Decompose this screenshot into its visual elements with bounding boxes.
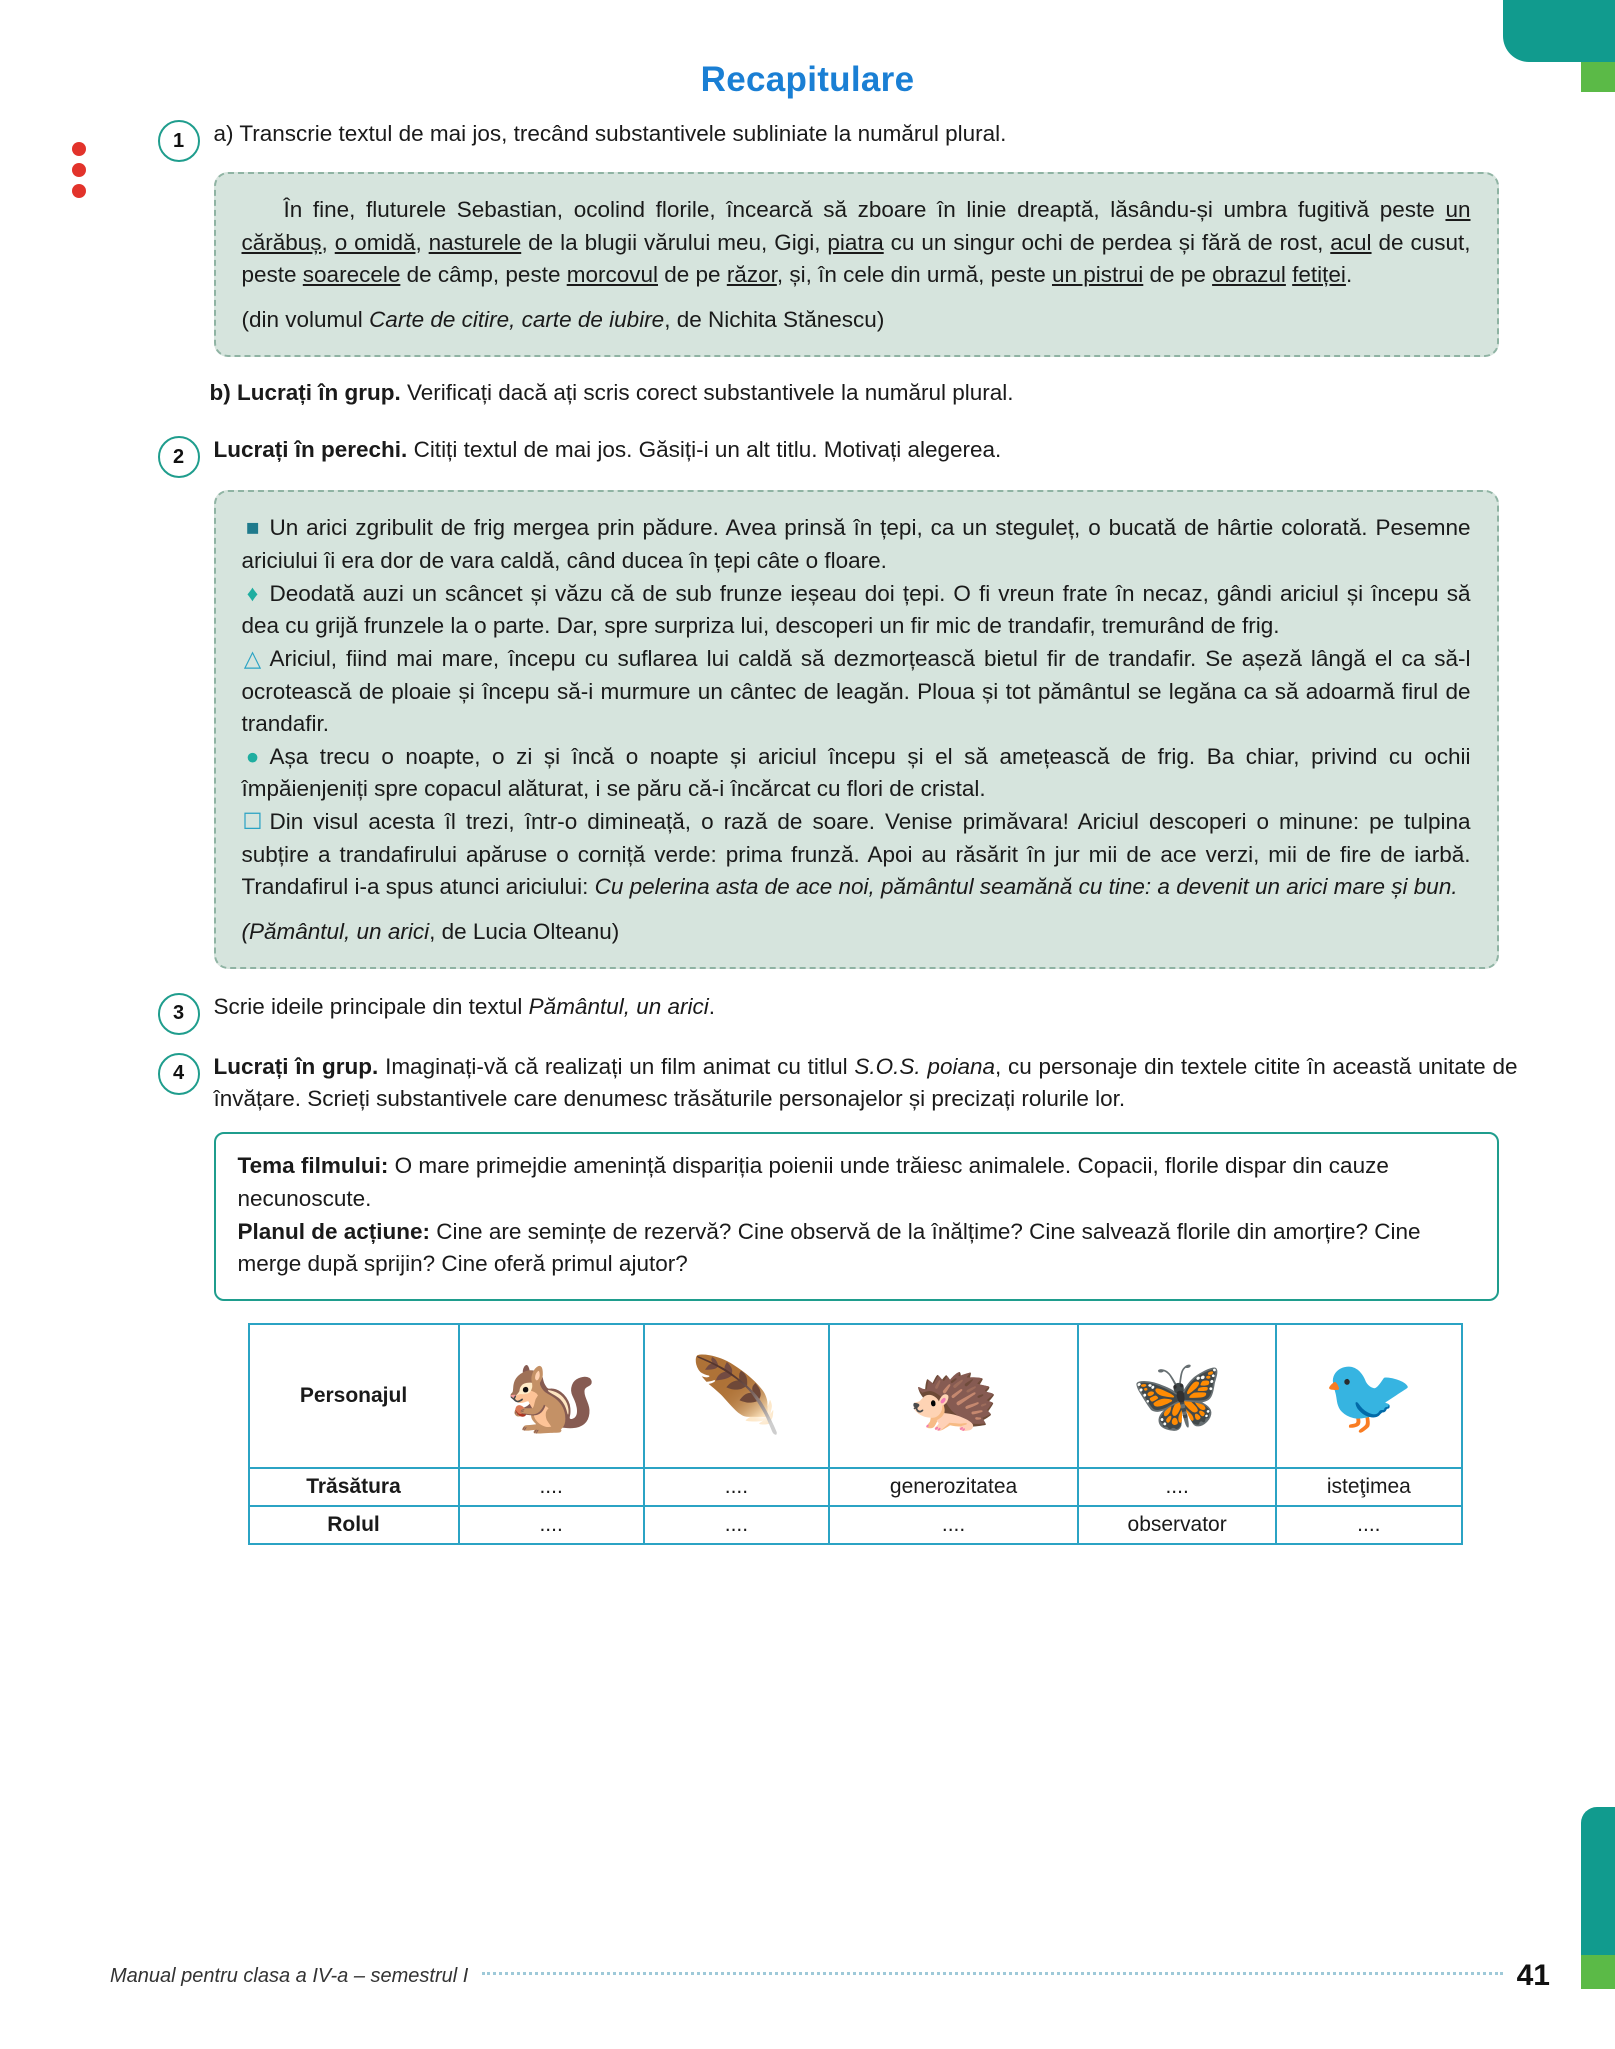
- bottom-band-green: [1581, 1955, 1615, 1989]
- exercise-number-3: 3: [158, 993, 200, 1035]
- character-cell-squirrel: [459, 1324, 644, 1468]
- circle-icon: ●: [245, 743, 260, 769]
- bottom-band-teal: [1581, 1807, 1615, 1957]
- passage-part: de pe: [658, 262, 727, 288]
- table-row: [249, 1506, 1462, 1544]
- trait-cell[interactable]: ....: [459, 1468, 644, 1506]
- passage-part: ,: [415, 229, 429, 255]
- exercise-3-title: Pământul, un arici: [528, 993, 709, 1019]
- page-number: 41: [1516, 1959, 1550, 1992]
- passage-part: de cusut, peste: [241, 229, 1471, 288]
- exercise-number-2: 2: [158, 436, 200, 478]
- underlined-noun: morcovul: [566, 262, 658, 288]
- passage-part: cu un singur ochi de perdea și fără de rost,: [883, 229, 1331, 255]
- row-header-trasatura: Trăsătura: [249, 1468, 459, 1506]
- exercise-2-label: Lucrați în perechi.: [213, 437, 408, 463]
- woodpecker-icon: 🪶: [690, 1353, 783, 1437]
- trait-cell[interactable]: ....: [644, 1468, 829, 1506]
- story-paragraph: [242, 741, 1471, 806]
- story-text: Ariciul, fiind mai mare, începu cu suflarea lui caldă să dezmorțească bietul fir de trandafir. Se așeză lângă el ca să-l ocrotească de ploaie și începu să-i murmure un cântec de leagăn. Ploua și tot pământul se legăna ca să adoarmă firul de trandafir.: [241, 645, 1471, 737]
- exercise-1-source: [242, 304, 1471, 337]
- exercise-4: [158, 1051, 1518, 1115]
- exercise-2-prompt: [214, 434, 1518, 466]
- action-plan-line: [238, 1216, 1475, 1281]
- exercise-1b: [158, 377, 1518, 409]
- action-plan-text: Cine are semințe de rezervă? Cine observă de la înălțime? Cine salvează florile din amorțire? Cine merge după sprijin? Cine oferă primul ajutor?: [237, 1218, 1421, 1277]
- role-cell[interactable]: observator: [1078, 1506, 1276, 1544]
- character-cell-woodpecker: [644, 1324, 829, 1468]
- story-quote: Cu pelerina asta de ace noi, pământul seamănă cu tine: a devenit un arici mare și bun.: [594, 874, 1458, 900]
- character-cell-butterfly: [1078, 1324, 1276, 1468]
- underlined-noun: fetiței: [1292, 262, 1346, 288]
- story-text: Deodată auzi un scâncet și văzu că de sub frunze ieșeau doi țepi. O fi vreun frate în necaz, gândi ariciul și începu să dea cu grijă frunzele la o parte. Dar, spre surpriza lui, descoperi un fir mic de trandafir, tremurând de frig.: [241, 580, 1471, 639]
- content-wrap: [98, 118, 1518, 1545]
- exercise-1b-label: b) Lucrați în grup.: [209, 379, 401, 405]
- page-title: Recapitulare: [700, 60, 915, 99]
- story-paragraph: [242, 578, 1471, 643]
- trait-cell[interactable]: generozitatea: [829, 1468, 1078, 1506]
- exercise-1b-prompt: [210, 377, 1518, 409]
- film-theme-label: Tema filmului:: [237, 1153, 389, 1179]
- exercise-4-prompt: [214, 1051, 1518, 1115]
- underlined-noun: răzor: [726, 262, 777, 288]
- exercise-1-passage: [242, 194, 1471, 292]
- passage-part: de la blugii vărului meu, Gigi,: [521, 229, 828, 255]
- passage-part: , și, în cele din urmă, peste: [776, 262, 1052, 288]
- passage-part: În fine, fluturele Sebastian, ocolind florile, încearcă să zboare în linie dreaptă, lăsându-și umbra fugitivă peste: [283, 197, 1446, 222]
- source-title: Carte de citire, carte de iubire: [369, 306, 665, 332]
- underlined-noun: soarecele: [302, 262, 401, 288]
- passage-part: de câmp, peste: [400, 262, 567, 288]
- exercise-4-film-title: S.O.S. poiana: [854, 1053, 995, 1079]
- footer-divider: [482, 1971, 1502, 1975]
- source-title: (Pământul, un arici: [241, 918, 430, 944]
- role-cell[interactable]: ....: [829, 1506, 1078, 1544]
- exercise-2-text: Citiți textul de mai jos. Găsiți-i un alt titlu. Motivați alegerea.: [407, 437, 1002, 463]
- exercise-3-period: .: [708, 993, 716, 1019]
- film-plan-box: [214, 1132, 1499, 1301]
- table-row: [249, 1324, 1462, 1468]
- bluetit-icon: 🐦: [1322, 1353, 1415, 1437]
- exercise-2-text-box: [214, 490, 1499, 968]
- exercise-4-label: Lucrați în grup.: [213, 1053, 379, 1079]
- underlined-noun: un pistrui: [1051, 262, 1144, 288]
- squirrel-icon: 🐿️: [505, 1353, 598, 1437]
- story-text: Așa trecu o noapte, o zi și încă o noapte și ariciul începu și el să amețească de frig. Ba chiar, privind cu ochii împăienjeniți spre copacul alăturat, i se păru că-i încărcat cu flori de cristal.: [241, 743, 1471, 802]
- square-filled-icon: ■: [245, 515, 260, 541]
- role-cell[interactable]: ....: [1276, 1506, 1461, 1544]
- film-theme-text: O mare primejdie amenință dispariția poienii unde trăiesc animalele. Copacii, florile dispar din cauze necunoscute.: [237, 1153, 1389, 1212]
- source-author: , de Nichita Stănescu): [664, 306, 885, 332]
- exercise-number-1: 1: [158, 120, 200, 162]
- exercise-3-prompt: [214, 991, 1518, 1023]
- page-footer: [110, 1959, 1550, 1993]
- underlined-noun: obrazul: [1212, 262, 1286, 288]
- story-paragraph: [242, 512, 1471, 577]
- row-header-personajul: Personajul: [249, 1324, 459, 1468]
- passage-part: .: [1345, 262, 1353, 288]
- source-prefix: (din volumul: [241, 306, 370, 332]
- character-cell-hedgehog: [829, 1324, 1078, 1468]
- characters-table: [248, 1323, 1463, 1545]
- exercise-1-prompt: a) Transcrie textul de mai jos, trecând substantivele subliniate la numărul plural.: [213, 121, 1007, 146]
- story-paragraph: [242, 643, 1471, 741]
- trait-cell[interactable]: isteţimea: [1276, 1468, 1461, 1506]
- exercise-3: [158, 991, 1518, 1033]
- underlined-noun: un cărăbuș: [241, 197, 1471, 255]
- exercise-4-text-a: Imaginați-vă că realizați un film animat cu titlul: [378, 1053, 855, 1079]
- exercise-1: [158, 118, 1518, 160]
- exercise-2: [158, 434, 1518, 476]
- underlined-noun: piatra: [827, 229, 884, 255]
- exercise-2-source: [242, 916, 1471, 949]
- footer-text: Manual pentru clasa a IV-a – semestrul I: [110, 1964, 469, 1987]
- exercise-1b-text: Verificați dacă ați scris corect substantivele la numărul plural.: [400, 379, 1014, 405]
- story-text: Un arici zgribulit de frig mergea prin pădure. Avea prinsă în țepi, ca un steguleț, o bucată de hârtie colorată. Pesemne ariciului îi era dor de vara caldă, când ducea în țepi câte o floare.: [241, 515, 1471, 574]
- passage-part: ,: [321, 229, 335, 255]
- passage-part: de pe: [1143, 262, 1213, 288]
- trait-cell[interactable]: ....: [1078, 1468, 1276, 1506]
- role-cell[interactable]: ....: [459, 1506, 644, 1544]
- triangle-icon: △: [243, 645, 262, 671]
- hedgehog-icon: 🦔: [907, 1353, 1000, 1437]
- action-plan-label: Planul de acțiune:: [237, 1218, 431, 1244]
- story-paragraph: [242, 806, 1471, 904]
- underlined-noun: nasturele: [428, 229, 522, 255]
- source-author: , de Lucia Olteanu): [429, 918, 620, 944]
- exercise-3-text: Scrie ideile principale din textul: [213, 993, 529, 1019]
- butterfly-icon: 🦋: [1131, 1353, 1224, 1437]
- role-cell[interactable]: ....: [644, 1506, 829, 1544]
- story-text: Din visul acesta îl trezi, într-o dimineață, o rază de soare. Venise primăvara! Ariciul descoperi o minune: pe tulpina subțire a trandafirului apăruse o corniță verde: prima frunză. Apoi au răsărit în jur mii de ace verzi, mii de fire de iarbă. Trandafirul i-a spus atunci ariciului:: [241, 809, 1471, 900]
- row-header-rolul: Rolul: [249, 1506, 459, 1544]
- diamond-icon: ♦: [246, 580, 259, 606]
- exercise-4-text-b: , cu personaje din textele citite în această unitate de învățare. Scrieți substantivele care denumesc trăsăturile personajelor și precizați rolurile lor.: [213, 1053, 1518, 1111]
- film-theme-line: [238, 1150, 1475, 1215]
- underlined-noun: o omidă: [334, 229, 416, 255]
- square-open-icon: ☐: [242, 809, 263, 835]
- exercise-number-4: 4: [158, 1053, 200, 1095]
- exercise-1-text-box: [214, 172, 1499, 357]
- table-row: [249, 1468, 1462, 1506]
- character-cell-bluetit: [1276, 1324, 1461, 1468]
- underlined-noun: acul: [1330, 229, 1372, 255]
